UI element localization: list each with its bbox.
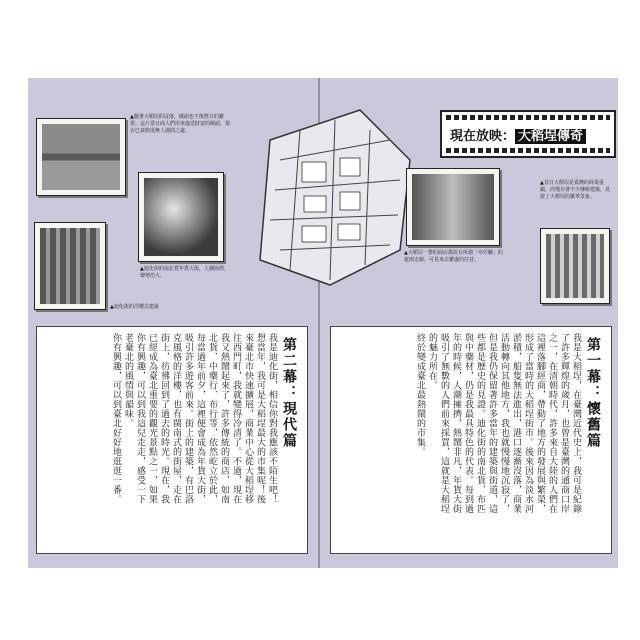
act2-col: 每當過年前夕，這裡便會成為年貨大街， — [195, 333, 205, 504]
act2-col: 想當年，我可是大稻埕最大的市集呢！後 — [255, 333, 265, 504]
act1-heading: 第一幕：懷舊篇 — [585, 337, 601, 449]
act2-heading: 第二幕：現代篇 — [281, 337, 297, 449]
photo-shophouses — [540, 228, 610, 304]
act1-col: 了許多輝煌的歲月，也曾是臺灣的通商口岸 — [559, 333, 569, 514]
act2-col: 老臺北的風情與韻味。 — [123, 333, 133, 428]
act1-col: 淤積，船隻無法進出，港口逐漸沒落，商業 — [511, 333, 521, 514]
photo-old-street — [406, 168, 500, 246]
act1-col: 終於變成臺北最熱鬧的市集。 — [415, 333, 425, 457]
act2-col: 我又熱鬧起來了，許多傳統的商店，如南 — [219, 333, 229, 504]
act2-col: 克風格的洋樓，也有閩南式的街屋，走在 — [171, 333, 181, 504]
act2-col: 來臺北市快速擴展，商業中心從大稻埕移 — [243, 333, 253, 504]
act2-col: 吸引許多遊客前來。街上的建築，有巴洛 — [183, 333, 193, 504]
panel-act2 — [36, 326, 308, 554]
caption-building: ▲迪化街的洋樓式建築 — [110, 304, 159, 310]
act2-col: 街上，彷彿回到了過去的時光。現在，我 — [159, 333, 169, 504]
act1-col: 之一，在清朝時代，許多來自大陸的人們在 — [547, 333, 557, 514]
page-title-highlight: 大稻埕傳奇 — [515, 129, 586, 144]
caption-old-street: ▲昔日大稻埕是臺灣的商業重鎮，尚殘存著不少傳統建築，見證了大稻埕的繁華景象。 — [540, 180, 611, 200]
act1-col: 吸引了無數的人們前來採買，這就是大稻埕 — [439, 333, 449, 514]
caption-street: ▲大稻埕一帶的商店都設有所謂「亭仔腳」的遮雨走廊，可見來去繁盛的往昔。 — [404, 250, 503, 263]
act1-col: 的魅力所在。 — [427, 333, 437, 390]
film-strip-top — [446, 115, 610, 120]
page-title: 現在放映： 大稻埕傳奇 — [450, 125, 586, 144]
caption-boat: ▲隨著大稻埕的沒落，碼頭也不復舊日的繁榮。這片當日商人們用來運送財富的碼頭，現在已衰敗成無人過問之處。 — [130, 114, 231, 134]
act2-col: 已經成為臺北重要的觀光景點之一，如果 — [147, 333, 157, 504]
film-strip-bottom — [446, 148, 610, 153]
photo-building — [34, 222, 106, 310]
act1-col: 但是我仍保留著許多當年的建築與街道，這 — [487, 333, 497, 514]
act2-col: 我是迪化街，相信你對我應該不陌生吧！ — [267, 333, 277, 504]
act1-col: 與中藥材，仍是我最具特色的代表。每到過 — [463, 333, 473, 514]
photo-boat — [36, 118, 126, 196]
photo-night-market — [138, 172, 224, 262]
caption-night: ▲迪化街的南北貨年貨大街，人潮洶湧，聲勢浩大。 — [140, 266, 229, 279]
act1-col: 年的時候，人潮擁擠，熱鬧非凡，年貨大街 — [451, 333, 461, 514]
act2-col: 往西門町，我就變得冷清了。不過，現在 — [231, 333, 241, 504]
act2-col: 你有興趣，可以到我這兒走走，感受一下 — [135, 333, 145, 504]
act1-col: 形成了當時的大稻埕街市。後來因為淡水河 — [523, 333, 533, 514]
act2-col: 你有興趣，可以到臺北好好地逛逛一番。 — [111, 333, 121, 504]
act1-col: 些都是歷史的見證。迪化街的南北貨、布匹 — [475, 333, 485, 514]
act1-col: 這裡落腳經商，帶動了地方的發展與繁榮， — [535, 333, 545, 514]
panel-act1 — [330, 326, 612, 554]
act1-col: 我是大稻埕，在臺灣近代史上，我可是紀錄 — [571, 333, 581, 514]
district-map — [240, 100, 430, 290]
act1-col: 活動轉向其他地方，我也就慢慢地沉寂了， — [499, 333, 509, 514]
act2-col: 北貨、中藥行、布行等，依然屹立於此， — [207, 333, 217, 504]
title-box — [440, 110, 616, 158]
